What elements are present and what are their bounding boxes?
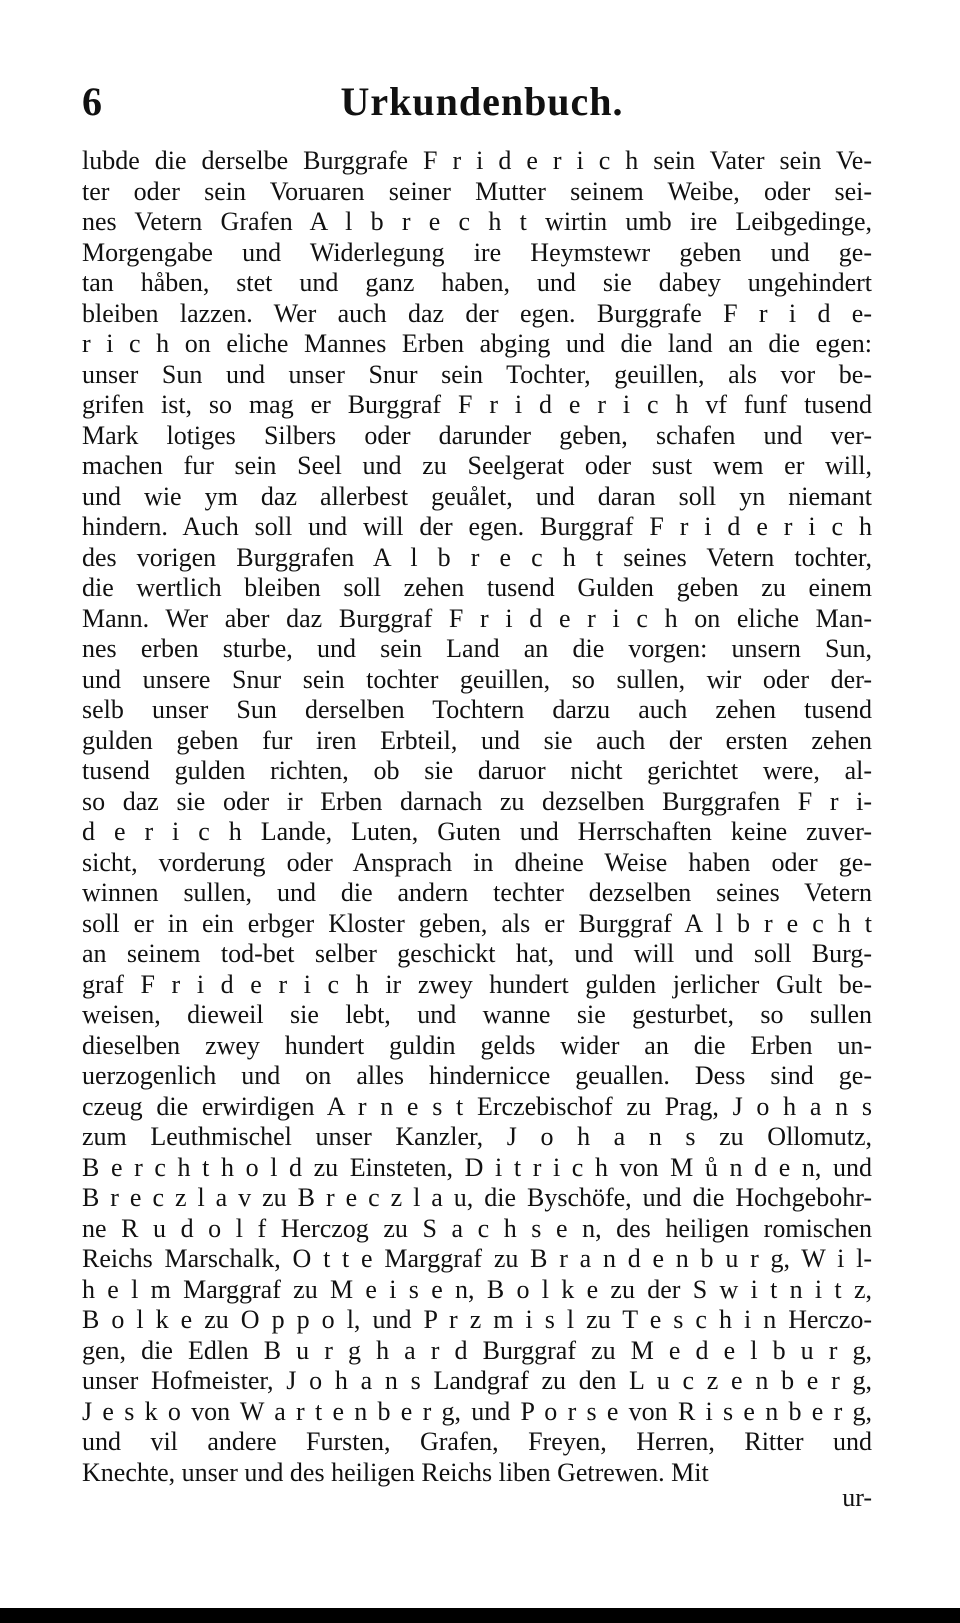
text-line: nes Vetern Grafen A l b r e c h t wirtin umb ire Leibgedinge, [82, 207, 872, 236]
text-line: machen fur sein Seel und zu Seelgerat oder sust wem er will, [82, 451, 872, 480]
text-line: gen, die Edlen B u r g h a r d Burggraf zu M e d e l b u r g, [82, 1335, 872, 1365]
text-line: an seinem tod-bet selber geschickt hat, und will und soll Burg- [82, 939, 872, 968]
text-line: die wertlich bleiben soll zehen tusend Gulden geben zu einem [82, 573, 872, 602]
text-line: Mann. Wer aber daz Burggraf F r i d e r i c h on eliche Man- [82, 603, 872, 633]
text-line: czeug die erwirdigen A r n e s t Erczebischof zu Prag, J o h a n s [82, 1091, 872, 1121]
text-line: selb unser Sun derselben Tochtern darzu auch zehen tusend [82, 695, 872, 724]
text-line: dieselben zwey hundert guldin gelds wider an die Erben un- [82, 1030, 872, 1060]
text-line: und wie ym daz allerbest geuålet, und daran soll yn niemant [82, 481, 872, 511]
text-line: B r e c z l a v zu B r e c z l a u, die Byschöfe, und die Hochgebohr- [82, 1183, 872, 1212]
text-line: ne R u d o l f Herczog zu S a c h s e n, des heiligen romischen [82, 1213, 872, 1243]
text-line: bleiben lazzen. Wer auch daz der egen. Burggrafe F r i d e- [82, 298, 872, 328]
text-line: hindern. Auch soll und will der egen. Burggraf F r i d e r i c h [82, 512, 872, 541]
text-line: weisen, dieweil sie lebt, und wanne sie gesturbet, so sullen [82, 1000, 872, 1029]
text-line: Mark lotiges Silbers oder darunder geben, schafen und ver- [82, 420, 872, 450]
text-line: B o l k e zu O p p o l, und P r z m i s l zu T e s c h i n Herczo- [82, 1305, 872, 1334]
text-line: B e r c h t h o l d zu Einsteten, D i t r i c h von M ů n d e n, und [82, 1152, 872, 1182]
text-line: unser Hofmeister, J o h a n s Landgraf zu den L u c z e n b e r g, [82, 1366, 872, 1395]
text-line: lubde die derselbe Burggrafe F r i d e r i c h sein Vater sein Ve- [82, 146, 872, 175]
text-line: so daz sie oder ir Erben darnach zu dezselben Burggrafen F r i- [82, 786, 872, 816]
text-line: tusend gulden richten, ob sie daruor nicht gerichtet were, al- [82, 756, 872, 785]
text-line: graf F r i d e r i c h ir zwey hundert gulden jerlicher Gult be- [82, 969, 872, 999]
text-line: und unsere Snur sein tochter geuillen, so sullen, wir oder der- [82, 664, 872, 694]
body-text [82, 146, 872, 1488]
text-line: tan håben, stet und ganz haben, und sie dabey ungehindert [82, 268, 872, 297]
catchword: ur- [842, 1483, 872, 1512]
text-line: uerzogenlich und on alles hindernicce geuallen. Dess sind ge- [82, 1061, 872, 1090]
text-line: sicht, vorderung oder Ansprach in dheine Weise haben oder ge- [82, 847, 872, 877]
scan-border [0, 1608, 960, 1623]
text-line: d e r i c h Lande, Luten, Guten und Herrschaften keine zuver- [82, 817, 872, 846]
text-line: Reichs Marschalk, O t t e Marggraf zu B r a n d e n b u r g, W i l- [82, 1244, 872, 1273]
text-line: r i c h on eliche Mannes Erben abging und die land an die egen: [82, 329, 872, 358]
text-line: grifen ist, so mag er Burggraf F r i d e r i c h vf funf tusend [82, 390, 872, 419]
text-line: zum Leuthmischel unser Kanzler, J o h a n s zu Ollomutz, [82, 1122, 872, 1151]
text-line: J e s k o von W a r t e n b e r g, und P o r s e von R i s e n b e r g, [82, 1396, 872, 1426]
page-number: 6 [82, 79, 102, 124]
text-line: gulden geben fur iren Erbteil, und sie auch der ersten zehen [82, 725, 872, 755]
text-line: des vorigen Burggrafen A l b r e c h t seines Vetern tochter, [82, 542, 872, 572]
text-line: ter oder sein Voruaren seiner Mutter seinem Weibe, oder sei- [82, 176, 872, 206]
text-line: Knechte, unser und des heiligen Reichs liben Getrewen. Mit [82, 1457, 709, 1487]
text-line: unser Sun und unser Snur sein Tochter, geuillen, als vor be- [82, 359, 872, 389]
text-line: h e l m Marggraf zu M e i s e n, B o l k e zu der S w i t n i t z, [82, 1274, 872, 1304]
running-title: Urkundenbuch. [340, 79, 624, 124]
page-header [82, 72, 882, 132]
text-line: Morgengabe und Widerlegung ire Heymstewr geben und ge- [82, 237, 872, 267]
text-line: winnen sullen, und die andern techter dezselben seines Vetern [82, 878, 872, 907]
text-line: nes erben sturbe, und sein Land an die vorgen: unsern Sun, [82, 634, 872, 663]
text-line: soll er in ein erbger Kloster geben, als er Burggraf A l b r e c h t [82, 908, 872, 938]
text-line: und vil andere Fursten, Grafen, Freyen, Herren, Ritter und [82, 1427, 872, 1456]
